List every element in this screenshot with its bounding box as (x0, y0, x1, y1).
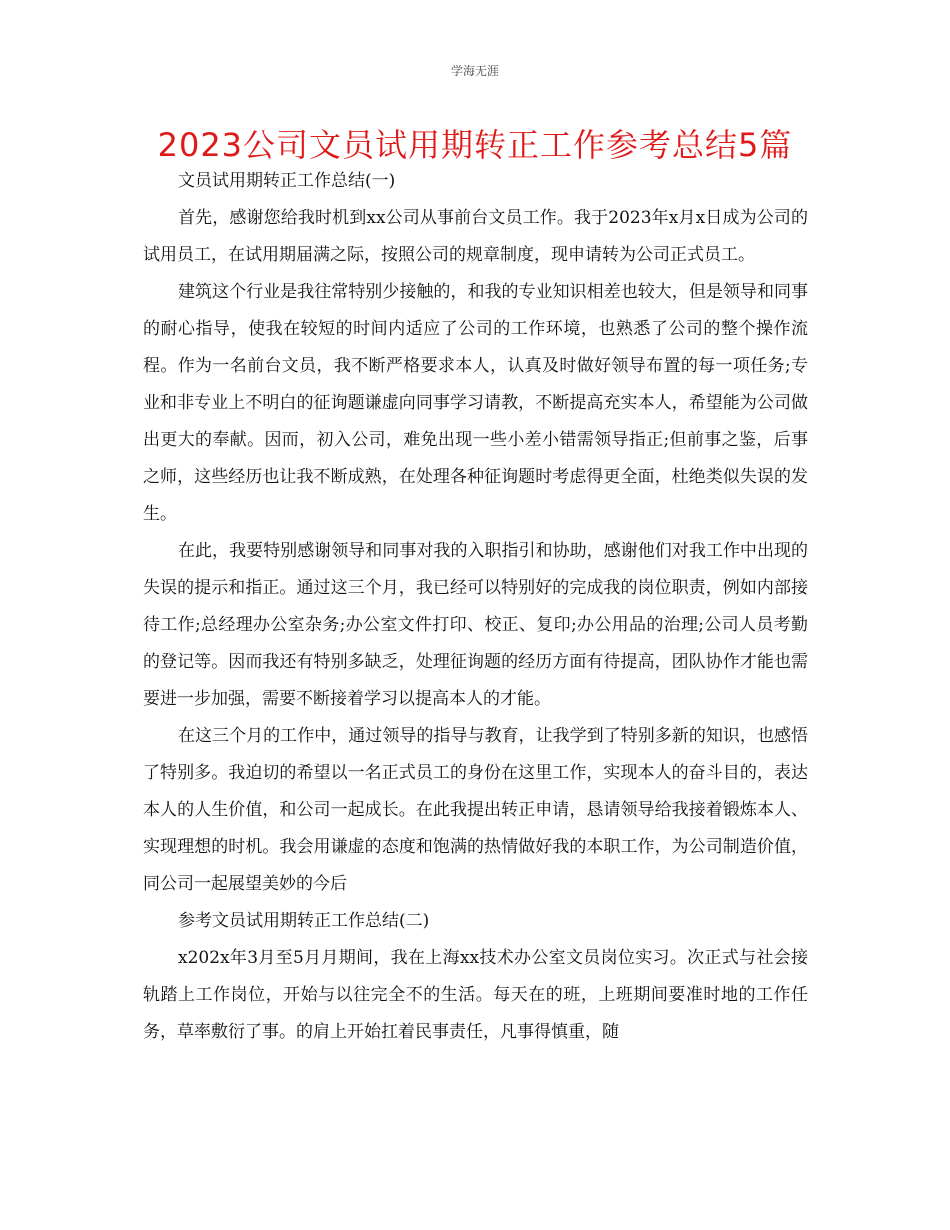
paragraph: x202x年3月至5月月期间，我在上海xx技术办公室文员岗位实习。次正式与社会接轨踏上工作岗位，开始与以往完全不的生活。每天在的班，上班期间要准时地的工作任务，草率敷衍了事。的肩上开始扛着民事责任，凡事得慎重，随 (143, 948, 808, 1042)
page-header: 学海无涯 (450, 64, 499, 78)
section-heading-2: 参考文员试用期转正工作总结(二) (178, 911, 430, 931)
paragraph: 在此，我要特别感谢领导和同事对我的入职指引和协助，感谢他们对我工作中出现的失误的提示和指正。通过这三个月，我已经可以特别好的完成我的岗位职责，例如内部接待工作;总经理办公室杂务;办公室文件打印、校正、复印;办公用品的治理;公司人员考勤的登记等。因而我还有特别多缺乏，处理征询题的经历方面有待提高，团队协作才能也需要进一步加强，需要不断接着学习以提高本人的才能。 (143, 541, 808, 709)
document-title: 2023公司文员试用期转正工作参考总结5篇 (157, 126, 793, 164)
paragraph: 首先，感谢您给我时机到xx公司从事前台文员工作。我于2023年x月x日成为公司的试用员工，在试用期届满之际，按照公司的规章制度，现申请转为公司正式员工。 (143, 208, 808, 265)
paragraph: 在这三个月的工作中，通过领导的指导与教育，让我学到了特别多新的知识，也感悟了特别多。我迫切的希望以一名正式员工的身份在这里工作，实现本人的奋斗目的，表达本人的人生价值，和公司一起成长。在此我提出转正申请，恳请领导给我接着锻炼本人、实现理想的时机。我会用谦虚的态度和饱满的热情做好我的本职工作，为公司制造价值，同公司一起展望美妙的今后 (143, 726, 808, 894)
document-body (143, 163, 808, 1051)
paragraph: 建筑这个行业是我往常特别少接触的，和我的专业知识相差也较大，但是领导和同事的耐心指导，使我在较短的时间内适应了公司的工作环境，也熟悉了公司的整个操作流程。作为一名前台文员，我不断严格要求本人，认真及时做好领导布置的每一项任务;专业和非专业上不明白的征询题谦虚向同事学习请教，不断提高充实本人，希望能为公司做出更大的奉献。因而，初入公司，难免出现一些小差小错需领导指正;但前事之鉴，后事之师，这些经历也让我不断成熟，在处理各种征询题时考虑得更全面，杜绝类似失误的发生。 (143, 282, 808, 524)
section-heading-1: 文员试用期转正工作总结(一) (178, 171, 396, 191)
